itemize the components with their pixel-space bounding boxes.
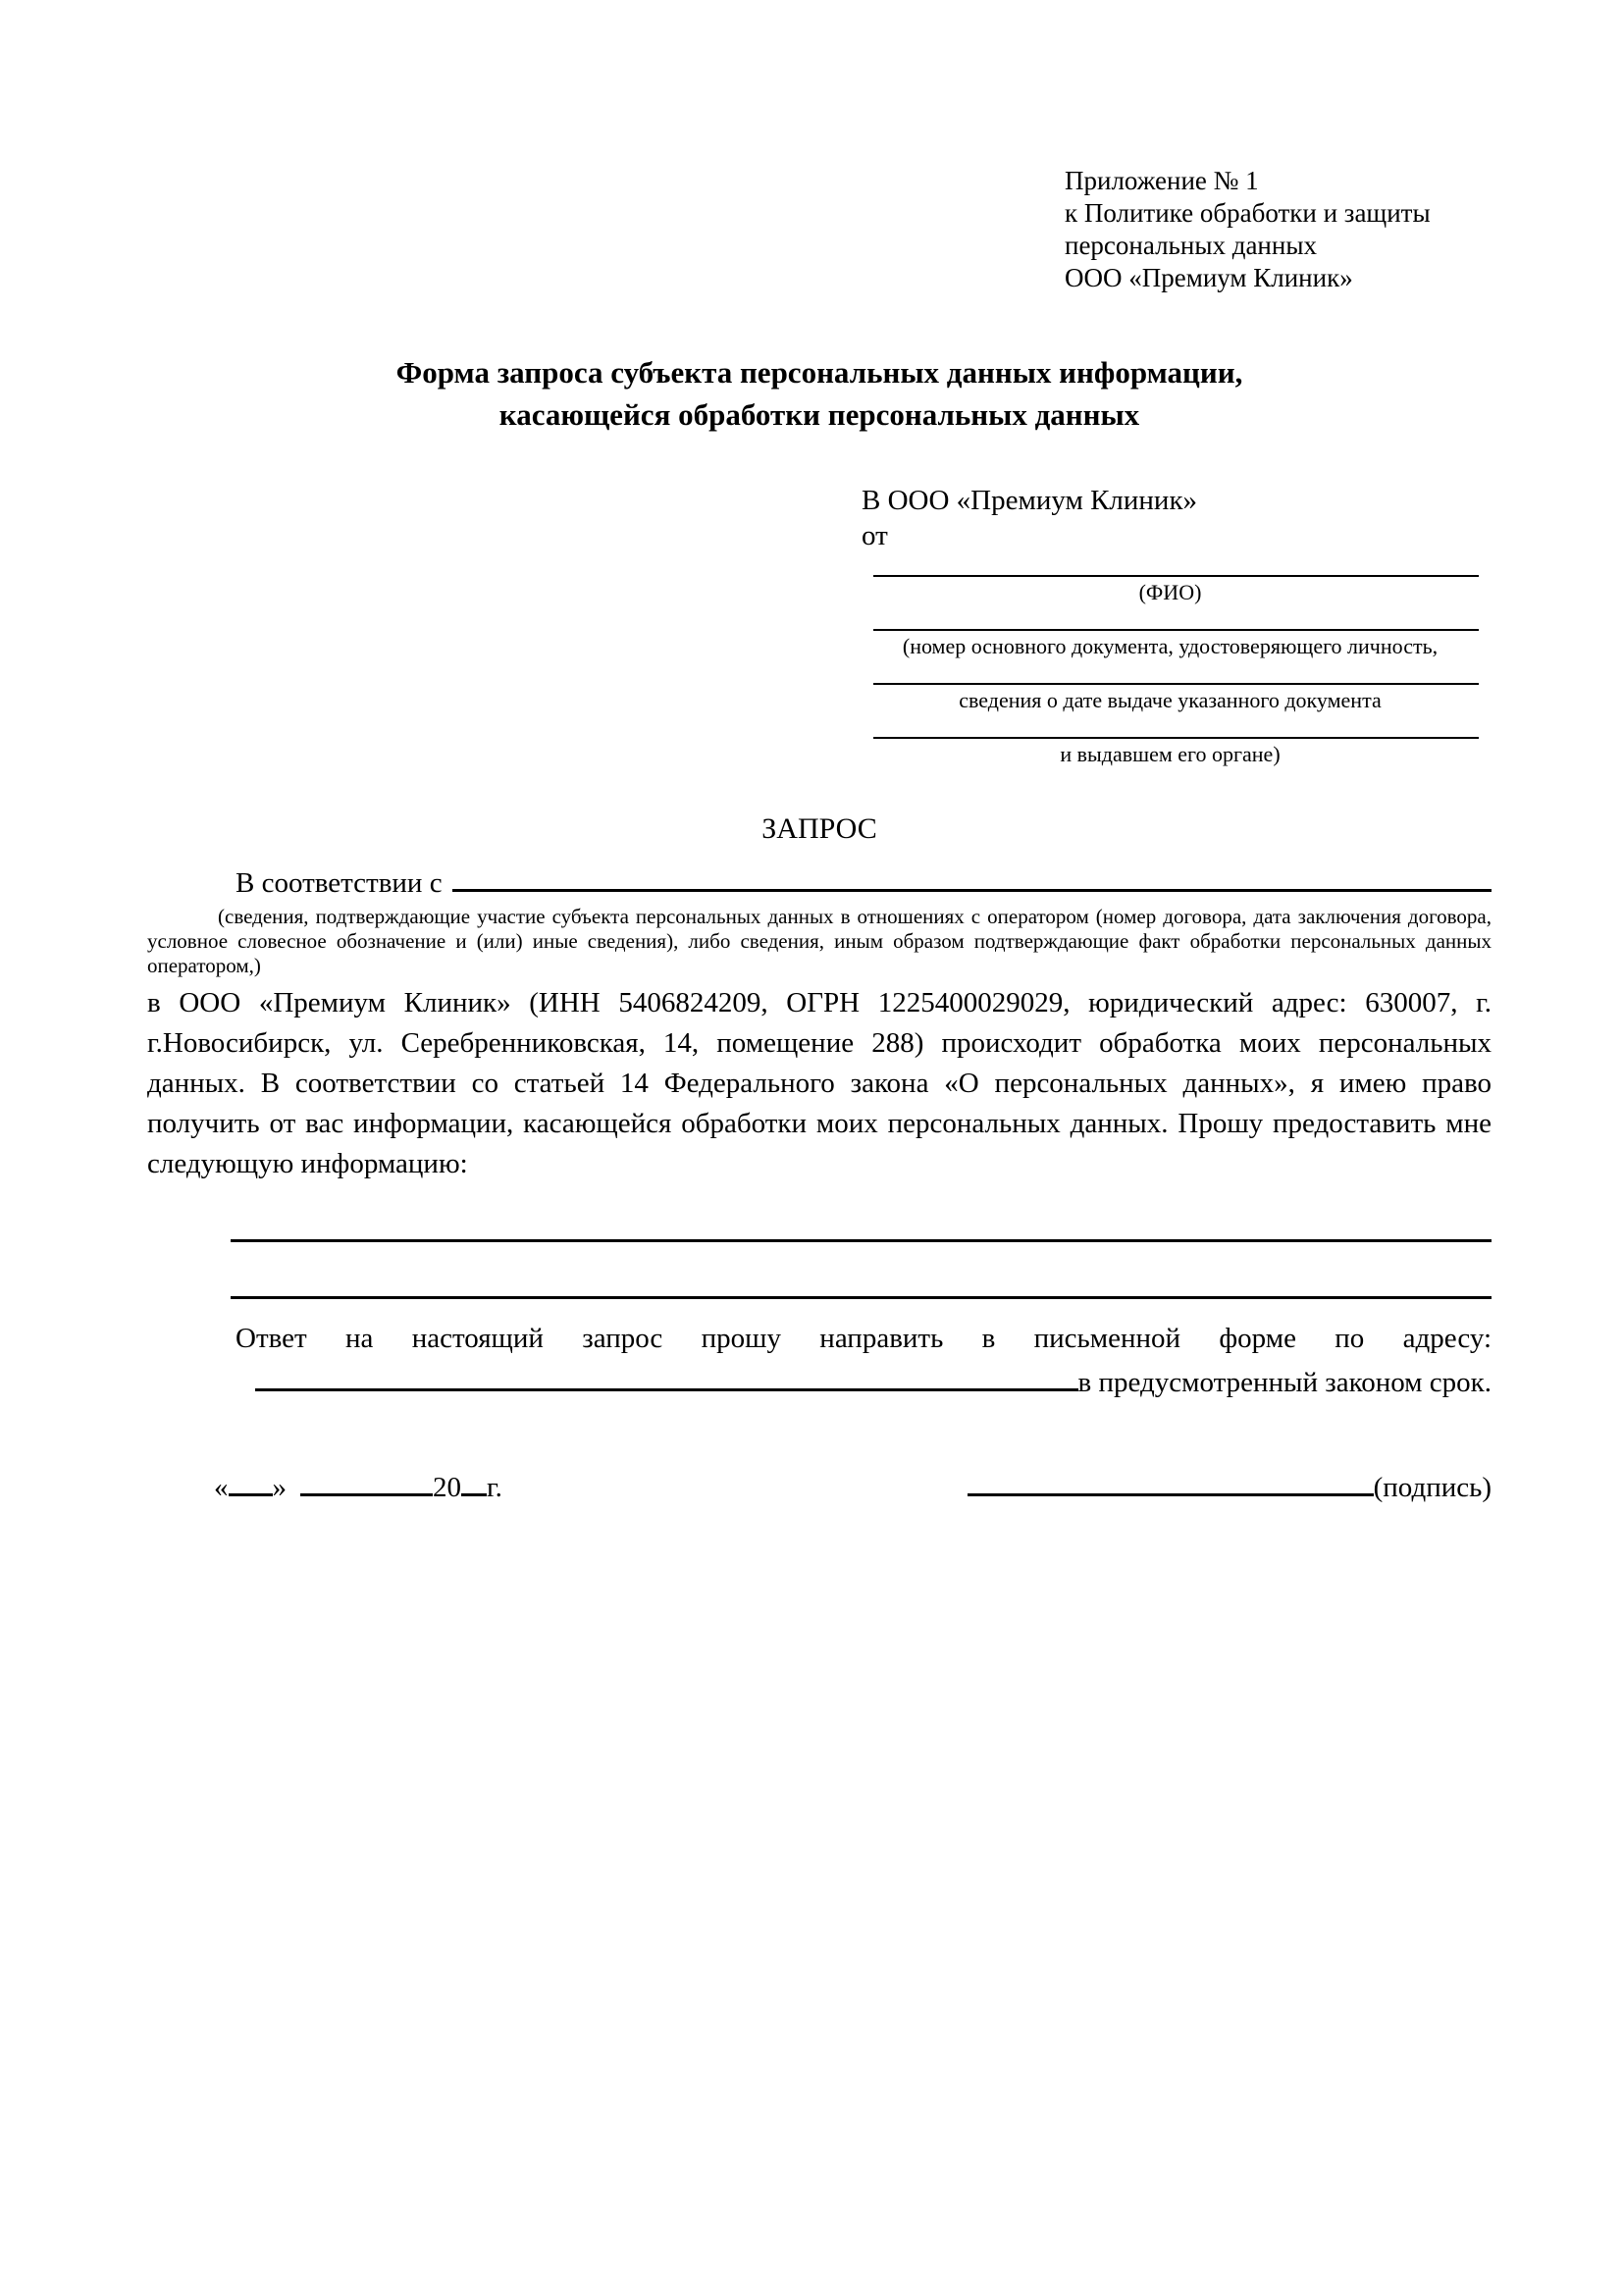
appendix-line-3: персональных данных [1065, 231, 1317, 260]
reply-paragraph-line-2 [255, 1359, 1492, 1403]
appendix-line-1: Приложение № 1 [1065, 166, 1259, 195]
date-quote-open: « [214, 1472, 229, 1503]
document-title-line-1: Форма запроса субъекта персональных данных информации, [395, 355, 1243, 390]
intro-blank-line [452, 860, 1492, 892]
signature-caption: (подпись) [1373, 1472, 1492, 1503]
document-title [147, 351, 1492, 436]
fio-field-caption: (ФИО) [1138, 580, 1202, 604]
blank-writing-line-1 [231, 1239, 1492, 1242]
intro-prefix: В соответствии с [236, 867, 443, 899]
document-number-field-line [873, 629, 1479, 631]
document-number-field-caption: (номер основного документа, удостоверяющего личность, [902, 634, 1439, 658]
issuing-authority-field-line [873, 737, 1479, 739]
reply-address-blank-line [255, 1359, 1078, 1391]
addressee-to: В ООО «Премиум Клиник» [862, 485, 1198, 516]
fio-field [862, 575, 1492, 605]
blank-writing-line-2 [231, 1296, 1492, 1299]
request-heading: ЗАПРОС [761, 812, 877, 845]
issue-date-field-line [873, 683, 1479, 685]
body-paragraph: в ООО «Премиум Клиник» (ИНН 5406824209, ОГРН 1225400029029, юридический адрес: 630007, г. г.Новосибирск, ул. Серебренниковская, 14, помещение 288) происходит обработка моих персональных данных. В соответствии со статьей 14 Федерального закона «О персональных данных», я имею право получить от вас информации, касающейся обработки моих персональных данных. Прошу предоставить мне следующую информацию: [147, 987, 1492, 1179]
date-day-blank [229, 1468, 273, 1496]
footnote-text: (сведения, подтверждающие участие субъекта персональных данных в отношениях с оператором (номер договора, дата заключения договора, условное словесное обозначение и (или) иные сведения), либо сведения, иным образом подтверждающие факт обработки персональных данных оператором,) [147, 905, 1492, 977]
signature-blank-line [968, 1468, 1374, 1496]
date-year-suffix: г. [487, 1472, 502, 1503]
appendix-note [1065, 165, 1492, 294]
date-year-blank [461, 1468, 487, 1496]
addressee-fields [862, 575, 1492, 767]
reply-paragraph-line-1: Ответ на настоящий запрос прошу направить в письменной форме по адресу: [236, 1323, 1492, 1354]
document-number-field [862, 629, 1492, 659]
date-quote-close: » [272, 1472, 287, 1503]
signature-group [968, 1468, 1492, 1506]
date-signature-row [147, 1468, 1492, 1506]
appendix-line-2: к Политике обработки и защиты [1065, 198, 1431, 228]
issuing-authority-field-caption: и выдавшем его органе) [1060, 742, 1281, 766]
appendix-line-4: ООО «Премиум Клиник» [1065, 263, 1353, 292]
fio-field-line [873, 575, 1479, 577]
reply-paragraph-suffix: в предусмотренный законом срок. [1077, 1367, 1492, 1398]
date-group [214, 1468, 502, 1506]
date-year-prefix: 20 [433, 1472, 461, 1503]
document-title-line-2: касающейся обработки персональных данных [498, 397, 1140, 432]
date-month-blank [300, 1468, 433, 1496]
addressee-block [862, 483, 1492, 767]
intro-row [147, 860, 1492, 902]
issue-date-field [862, 683, 1492, 713]
issuing-authority-field [862, 737, 1492, 767]
issue-date-field-caption: сведения о дате выдаче указанного документа [959, 688, 1382, 712]
addressee-from-label: от [862, 520, 888, 551]
